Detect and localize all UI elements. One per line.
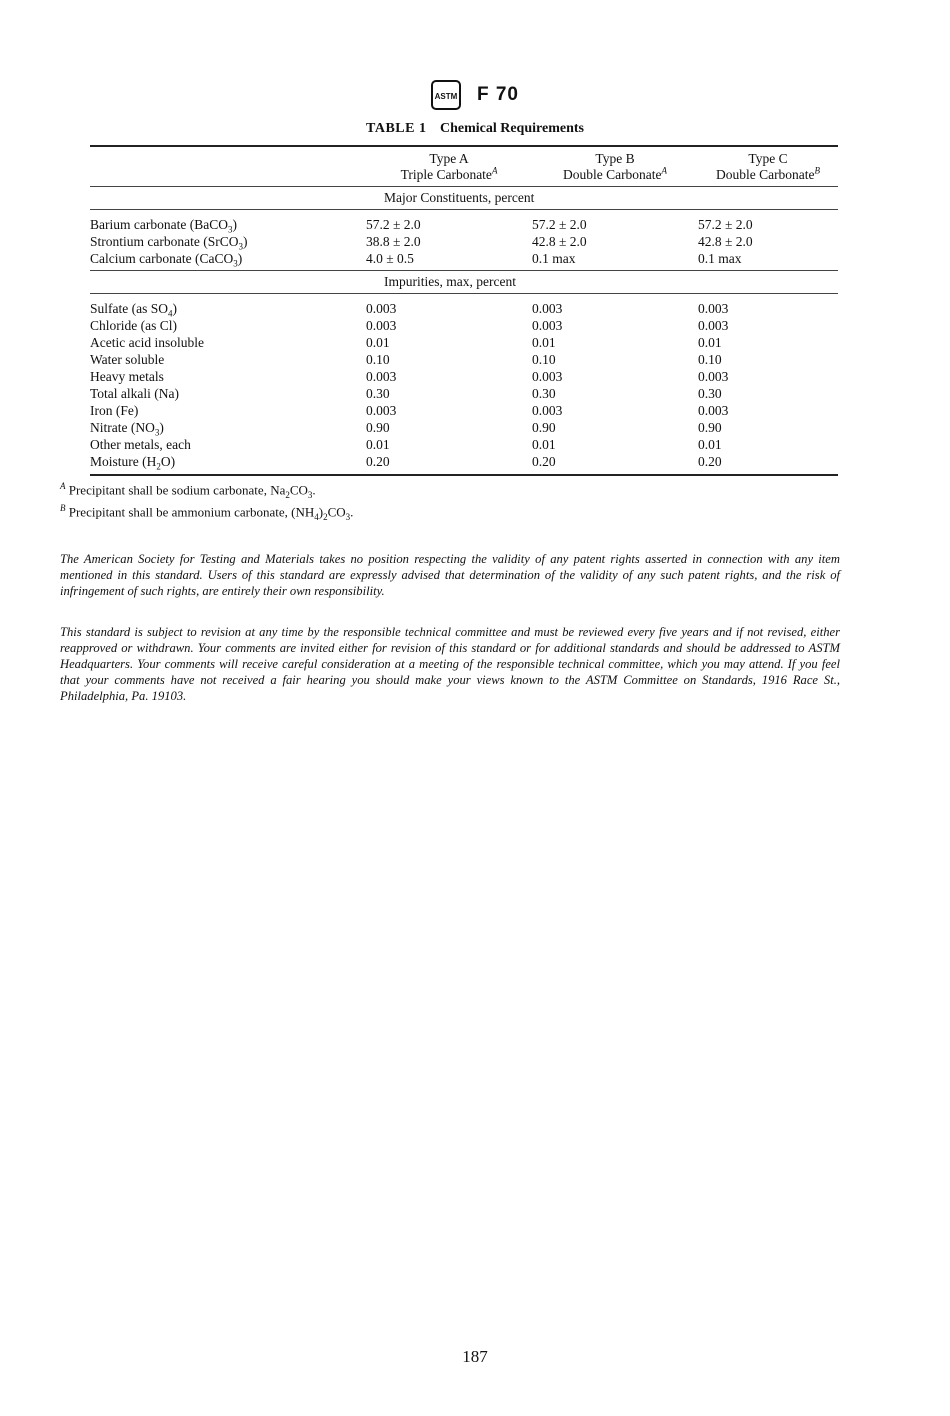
table-row	[90, 368, 838, 385]
value-type-a: 38.8 ± 2.0	[366, 234, 421, 249]
value-type-c: 0.003	[698, 369, 729, 384]
value-type-c: 0.003	[698, 403, 729, 418]
table-caption	[0, 121, 950, 137]
revision-notice: This standard is subject to revision at any time by the responsible technical committee and must be reviewed every five years and if not revised, either reapproved or withdrawn. Your comments are invited either for revision of this standard or for additional standards and should be addressed to ASTM Headquarters. Your comments will receive careful consideration at a meeting of the responsible technical committee, which you may attend. If you feel that your comments have not received a fair hearing you should make your views known to the ASTM Committee on Standards, 1916 Race St., Philadelphia, Pa. 19103.	[60, 624, 840, 703]
section-heading-row	[90, 187, 838, 210]
table-title: Chemical Requirements	[439, 121, 584, 136]
table-row	[90, 250, 838, 271]
property-name: Chloride (as Cl)	[90, 318, 177, 333]
value-type-c: 0.01	[698, 437, 722, 452]
value-type-b: 0.20	[532, 453, 698, 475]
property-name: Strontium carbonate (SrCO$_3$)	[90, 234, 248, 252]
value-type-a: 57.2 ± 2.0	[366, 217, 421, 232]
column-header-type-b: Type B Double Carbonate$^A$	[532, 146, 698, 187]
table-row	[90, 436, 838, 453]
page-header	[0, 80, 950, 110]
value-type-b: 42.8 ± 2.0	[532, 234, 587, 249]
property-name: Calcium carbonate (CaCO$_3$)	[90, 251, 243, 269]
standard-designation: F 70	[476, 84, 520, 105]
property-name: Barium carbonate (BaCO$_3$)	[90, 217, 237, 235]
section-heading-spacer	[90, 271, 366, 294]
property-name: Iron (Fe)	[90, 403, 139, 418]
value-type-b: 0.003	[532, 403, 563, 418]
value-type-c: 57.2 ± 2.0	[698, 217, 753, 232]
value-type-c: 0.01	[698, 335, 722, 350]
property-name: Water soluble	[90, 352, 165, 367]
section-heading-spacer	[90, 187, 366, 210]
logo-text: ASTM	[434, 92, 458, 101]
column-header-property	[90, 146, 366, 187]
value-type-b: 0.1 max	[532, 251, 576, 266]
table-row	[90, 233, 838, 250]
table-row	[90, 210, 838, 234]
value-type-a: 0.003	[366, 301, 397, 316]
value-type-a: 0.30	[366, 386, 390, 401]
value-type-b: 0.01	[532, 437, 556, 452]
value-type-a: 0.20	[366, 453, 532, 475]
property-name: Total alkali (Na)	[90, 386, 180, 401]
value-type-a: 0.01	[366, 437, 390, 452]
value-type-a: 0.01	[366, 335, 390, 350]
table-row	[90, 402, 838, 419]
value-type-c: 0.30	[698, 386, 722, 401]
astm-logo-icon	[431, 80, 461, 110]
table-footnotes	[60, 477, 860, 522]
property-name: Acetic acid insoluble	[90, 335, 204, 350]
table-row	[90, 317, 838, 334]
value-type-c: 0.1 max	[698, 251, 742, 266]
patent-notice: The American Society for Testing and Materials takes no position respecting the validity of any patent rights asserted in connection with any item mentioned in this standard. Users of this standard are expressly advised that determination of the validity of any such patent rights, and the risk of infringement of such rights, are entirely their own responsibility.	[60, 551, 840, 598]
value-type-c: 0.003	[698, 301, 729, 316]
value-type-b: 0.10	[532, 352, 556, 367]
value-type-a: 0.10	[366, 352, 390, 367]
table-row	[90, 419, 838, 436]
value-type-b: 0.003	[532, 369, 563, 384]
footnote-a: $^A$ Precipitant shall be sodium carbonate, $Na_2CO_3$.	[60, 481, 316, 500]
footnote-b: $^B$ Precipitant shall be ammonium carbonate, $(NH_4)_2CO_3$.	[60, 503, 354, 523]
table-label: TABLE 1	[366, 121, 427, 136]
section-heading-row	[90, 271, 838, 294]
page-number: 187	[462, 1347, 488, 1366]
table-row	[90, 351, 838, 368]
property-name: Sulfate (as $SO_4$)	[90, 301, 177, 319]
value-type-a: 0.90	[366, 420, 390, 435]
value-type-b: 0.90	[532, 420, 556, 435]
column-header-type-a: Type A Triple Carbonate$^A$	[366, 146, 532, 187]
table-row	[90, 385, 838, 402]
value-type-c: 0.90	[698, 420, 722, 435]
section-heading: Impurities, max, percent	[366, 271, 838, 294]
property-name: Other metals, each	[90, 437, 191, 452]
property-name: Heavy metals	[90, 369, 164, 384]
value-type-a: 0.003	[366, 318, 397, 333]
table-row	[90, 294, 838, 318]
value-type-c: 42.8 ± 2.0	[698, 234, 753, 249]
chemical-requirements-table	[90, 145, 838, 476]
table-row	[90, 453, 838, 475]
column-header-type-c: Type C Double Carbonate$^B$	[698, 146, 838, 187]
value-type-b: 57.2 ± 2.0	[532, 217, 587, 232]
property-name: Moisture $(H_2O)$	[90, 453, 366, 475]
value-type-b: 0.30	[532, 386, 556, 401]
value-type-a: 0.003	[366, 369, 397, 384]
section-heading: Major Constituents, percent	[366, 187, 838, 210]
value-type-b: 0.01	[532, 335, 556, 350]
value-type-c: 0.20	[698, 453, 838, 475]
value-type-b: 0.003	[532, 318, 563, 333]
table-row	[90, 334, 838, 351]
value-type-c: 0.003	[698, 318, 729, 333]
column-header-row	[90, 146, 838, 187]
value-type-a: 0.003	[366, 403, 397, 418]
value-type-b: 0.003	[532, 301, 563, 316]
value-type-c: 0.10	[698, 352, 722, 367]
value-type-a: 4.0 ± 0.5	[366, 251, 414, 266]
property-name: Nitrate $(NO_3)$	[90, 420, 164, 438]
